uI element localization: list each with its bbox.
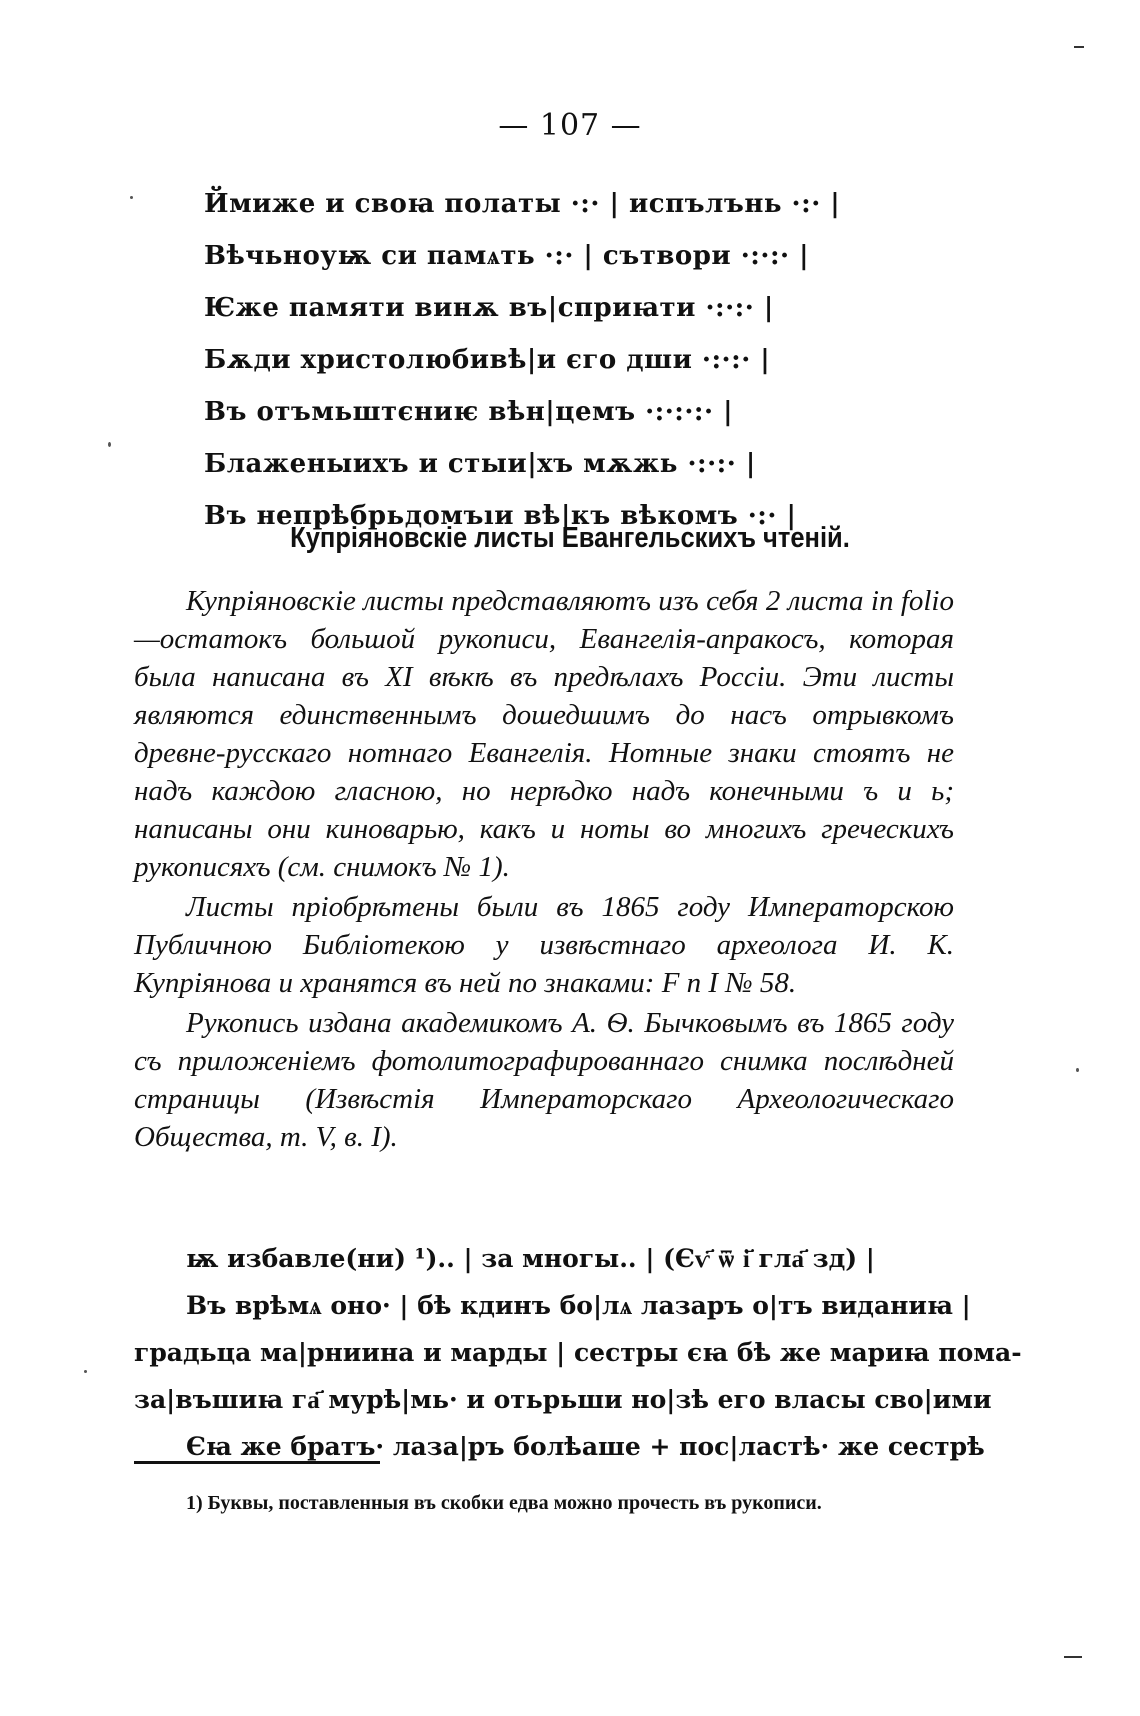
verse-line: Въ непрѣбрьдомъıи вѣ|къ вѣкомъ ·:· | — [204, 501, 797, 531]
verse-line: Ѥже памяти винѫ въ|сприꙗти ·:·:· | — [204, 293, 774, 323]
scan-mark — [1064, 1656, 1082, 1658]
verse-line: Ймиже и своꙗ полаты ·:· | испълънь ·:· | — [204, 189, 841, 219]
manuscript-line: ѭ избавле(ни) ¹).. | за многы.. | (Єѵ҃ ѿ і҃ гла҃ зд) | — [186, 1244, 875, 1273]
body-text — [134, 582, 954, 1156]
paragraph: Листы пріобрѣтены были въ 1865 году Императорскою Публичною Библіотекою у извѣстнаго археолога И. К. Купріянова и хранятся въ ней по знаками: F п I № 58. — [134, 891, 954, 999]
verse-line: Въ отъмьштєниѥ вѣн|цемъ ·:·:·:· | — [204, 397, 734, 427]
footnote-divider — [134, 1461, 380, 1464]
section-title: Купріяновскіе листы Евангельскихъ чтеній. — [290, 522, 850, 554]
manuscript-line: Въ врѣмѧ оно· | бѣ кдинъ бо|лѧ лазаръ о|тъ виданиꙗ | — [186, 1291, 971, 1320]
paragraph: Купріяновскіе листы представляютъ изъ себя 2 листа in folio—остатокъ большой рукописи, Евангелія-апракосъ, которая была написана въ XI вѣкѣ въ предѣлахъ Россіи. Эти листы являются единственнымъ дошедшимъ до насъ отрывкомъ древне-русскаго нотнаго Евангелія. Нотные знаки стоятъ не надъ каждою гласною, но нерѣдко надъ конечными ъ и ь; написаны они киноварью, какъ и ноты во многихъ греческихъ рукописяхъ (см. снимокъ № 1). — [134, 585, 954, 883]
verse-line: Блаженыихъ и стыи|хъ мѫжь ·:·:· | — [204, 449, 756, 479]
scan-speck — [84, 1370, 87, 1373]
scan-speck — [130, 196, 133, 199]
manuscript-line: градьца ма|рниина и марды | сестры єꙗ бѣ же мариꙗ пома- — [134, 1338, 1022, 1367]
manuscript-excerpt — [134, 1235, 1022, 1470]
scan-mark — [1074, 46, 1084, 48]
verse-line: Вѣчьноуѭ си памѧть ·:· | сътвори ·:·:· | — [204, 241, 810, 271]
paragraph: Рукопись издана академикомъ А. Ѳ. Бычковымъ въ 1865 году съ приложеніемъ фотолитографированнаго снимка послѣдней страницы (Извѣстія Императорскаго Археологическаго Общества, т. V, в. I). — [134, 1007, 954, 1153]
footnote: 1) Буквы, поставленныя въ скобки едва можно прочесть въ рукописи. — [186, 1492, 822, 1514]
scan-speck — [108, 442, 111, 447]
verse-block — [204, 178, 840, 542]
scan-speck — [1076, 1068, 1079, 1072]
verse-line: Бѫди христолюбивѣ|и єго дши ·:·:· | — [204, 345, 771, 375]
manuscript-line: за|въшиꙗ га҃ мурѣ|мь· и отьрьши но|зѣ его власы сво|ими — [134, 1385, 992, 1414]
page-number: — 107 — — [498, 108, 642, 143]
manuscript-line: Єꙗ же братъ· лаза|ръ болѣаше + пос|ластѣ· же сестрѣ — [186, 1432, 985, 1461]
